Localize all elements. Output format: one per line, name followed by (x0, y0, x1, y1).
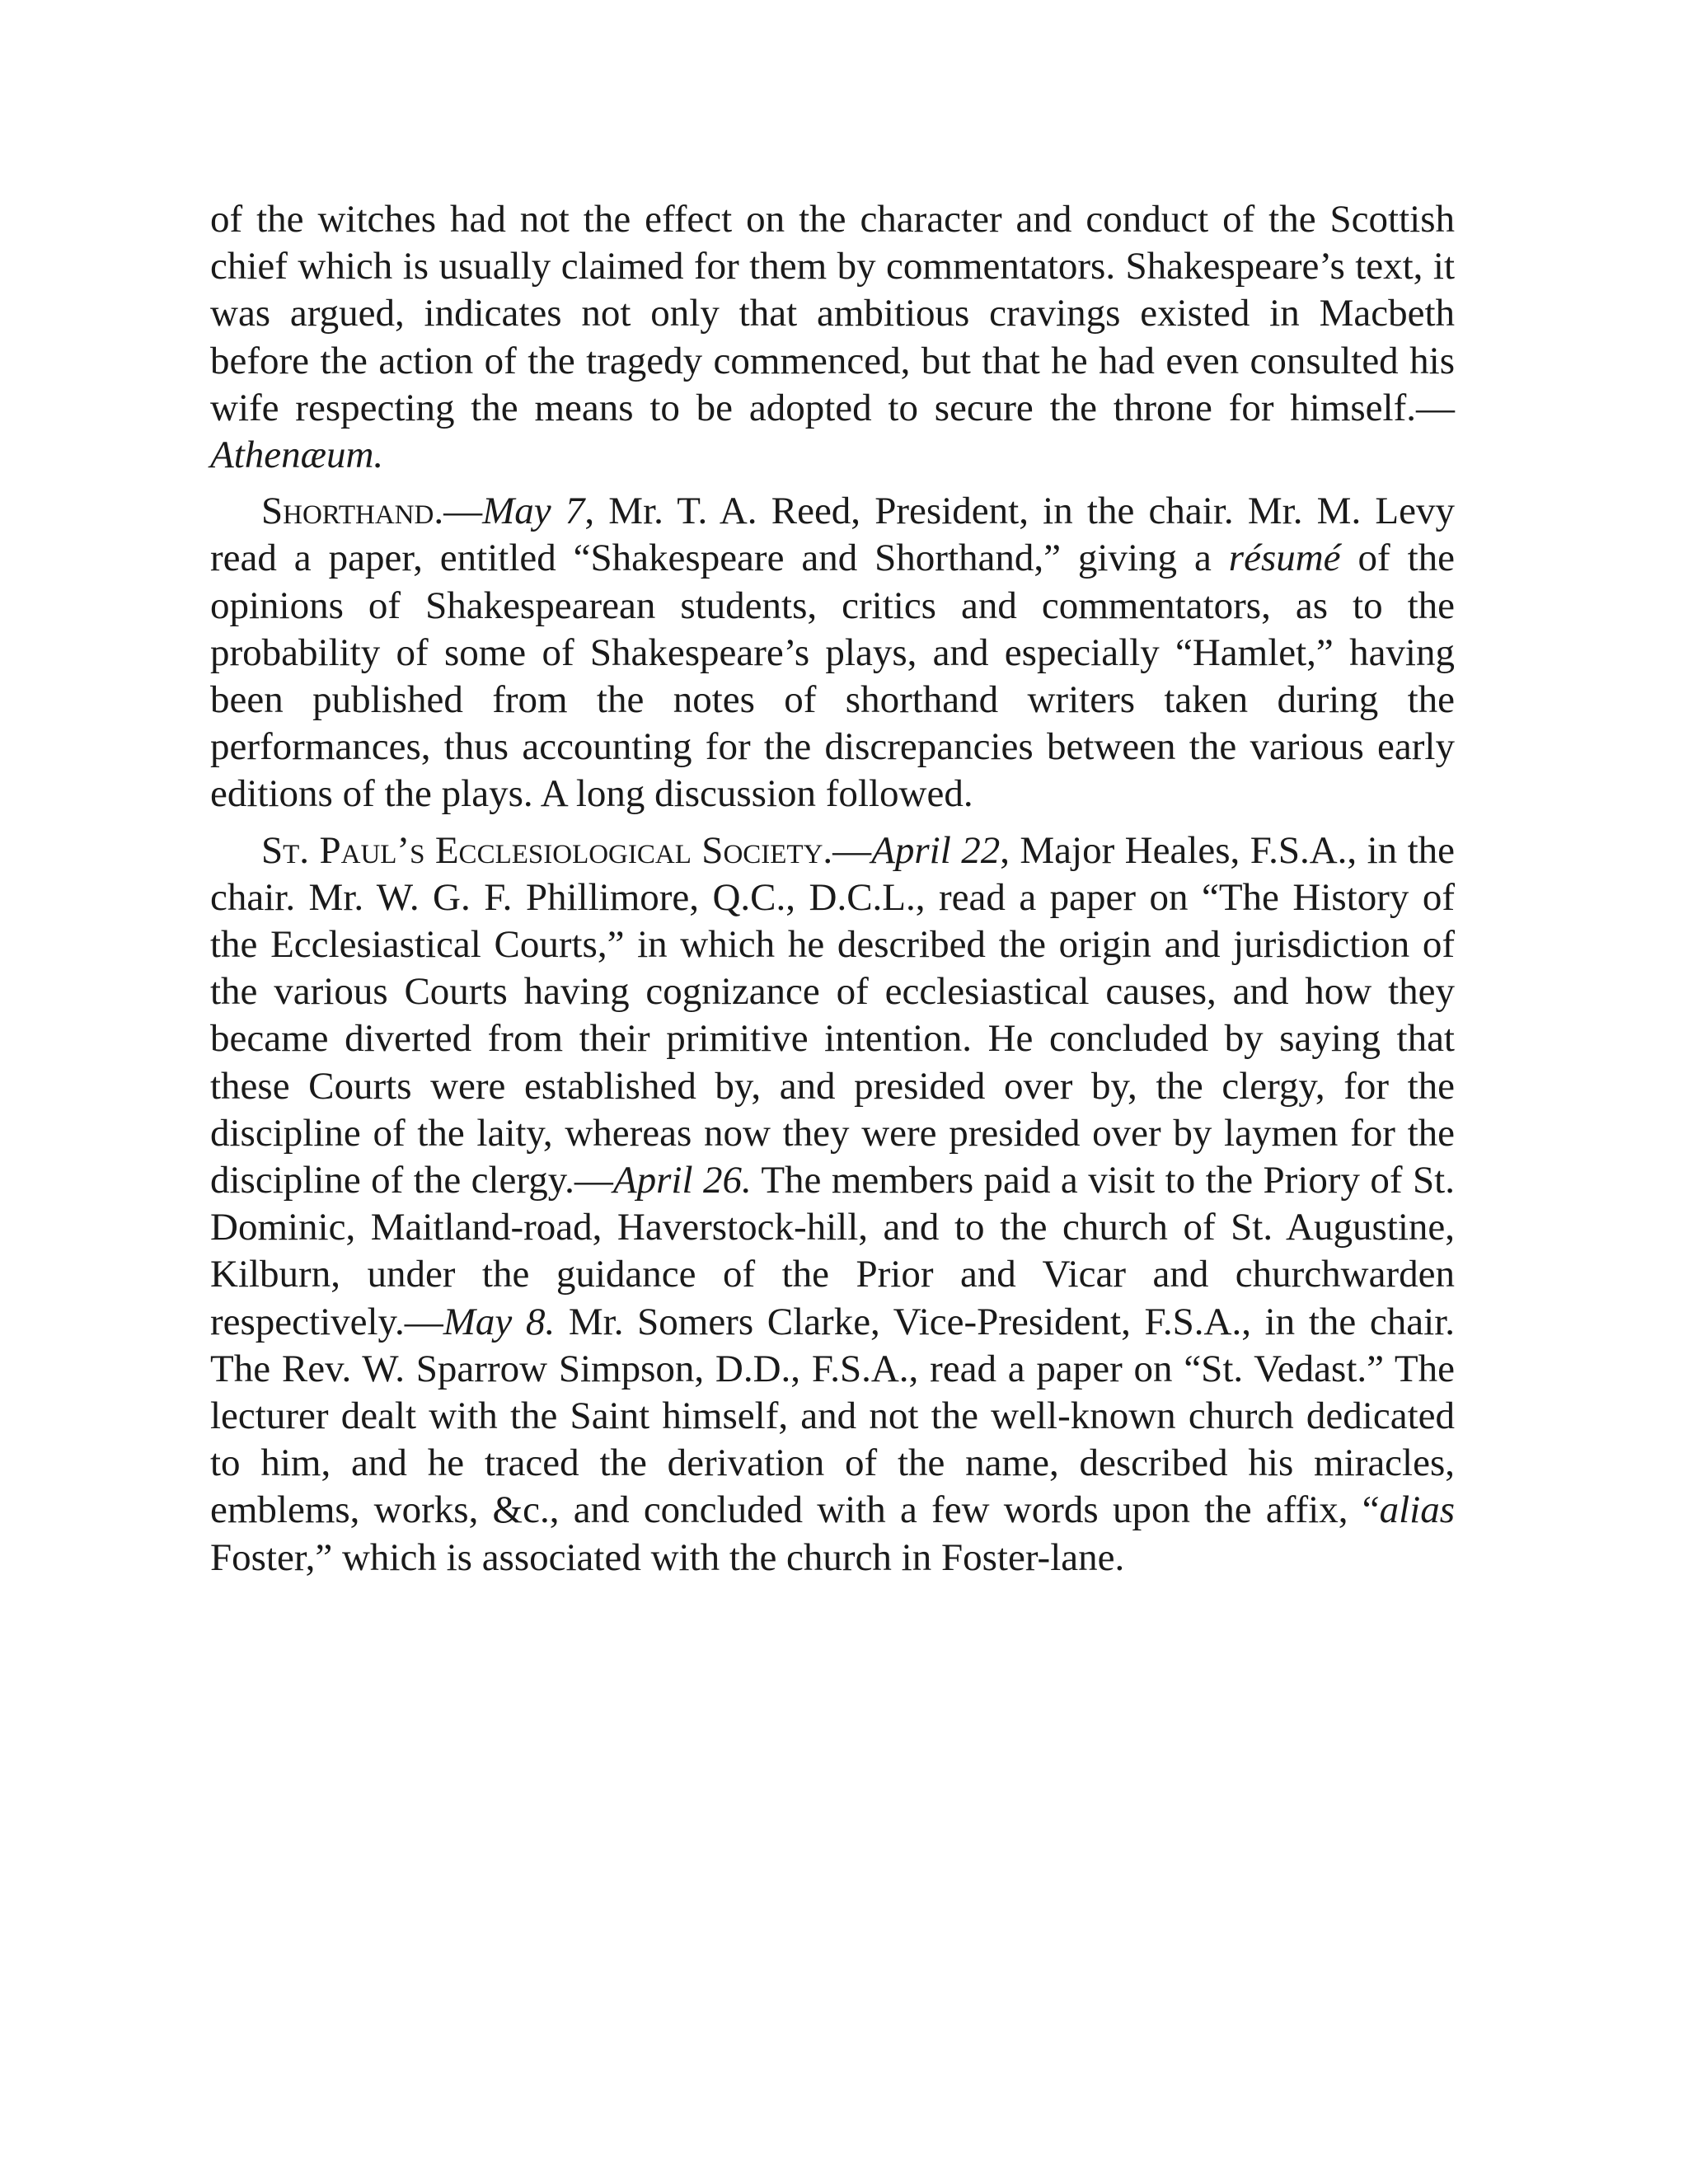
text-run: Foster,” which is associated with the church in Foster-lane. (210, 1535, 1125, 1579)
page-body (210, 196, 1455, 1591)
paragraph-shorthand (210, 488, 1455, 818)
italic-term: résumé (1228, 537, 1341, 580)
meeting-date: April 22 (871, 828, 1001, 872)
text-run: Mr. Somers Clarke, Vice-President, F.S.A., in the chair. The Rev. W. Sparrow Simpson, D.D., F.S.A., read a paper on “St. Vedast.” The lecturer dealt with the Saint himself, and not the well-known church dedicated to him, and he traced the derivation of the name, described his miracles, emblems, works, &c., and concluded with a few words upon the affix, “ (210, 1300, 1456, 1532)
section-heading-st-pauls: St. Paul’s Ecclesiological Society. (261, 828, 833, 872)
source-citation: Athenæum. (210, 434, 384, 477)
text-run: of the opinions of Shakespearean students, critics and commentators, as to the probability of some of Shakespeare’s plays, and especially “Hamlet,” having been published from the notes of shorthand writers taken during the performances, thus accounting for the discrepancies between the various early editions of the plays. A long discussion followed. (210, 537, 1455, 816)
text-run: , Major Heales, F.S.A., in the chair. Mr. W. G. F. Phillimore, Q.C., D.C.L., read a paper on “The History of the Ecclesiastical Courts,” in which he described the origin and jurisdiction of the various Courts having cognizance of ecclesiastical causes, and how they became diverted from their primitive intention. He concluded by saying that these Courts were established by, and presided over by, the clergy, for the discipline of the laity, whereas now they were presided over by laymen for the discipline of the clergy.— (210, 828, 1455, 1202)
italic-term: alias (1379, 1488, 1455, 1532)
paragraph-macbeth (210, 196, 1455, 479)
meeting-date: May 7 (482, 490, 585, 533)
text-run: of the witches had not the effect on the character and conduct of the Scottish chief which is usually claimed for them by commentators. Shakespeare’s text, it was argued, indicates not only that ambitious cravings existed in Macbeth before the action of the tragedy commenced, but that he had even consulted his wife respecting the means to be adopted to secure the throne for himself.— (210, 198, 1455, 429)
text-run: — (443, 490, 483, 533)
text-run: The members paid a visit to the Priory of St. Dominic, Maitland-road, Haverstock-hill, and to the church of St. Augustine, Kilburn, under the guidance of the Prior and Vicar and churchwarden respectively.— (210, 1159, 1455, 1343)
section-heading-shorthand: Shorthand. (261, 490, 444, 533)
text-run: , Mr. T. A. Reed, President, in the chair. Mr. M. Levy read a paper, entitled “Shakespeare and Shorthand,” giving a (210, 490, 1455, 580)
text-run: — (832, 828, 872, 872)
meeting-date: May 8. (443, 1300, 556, 1343)
paragraph-st-pauls (210, 827, 1455, 1582)
meeting-date: April 26. (612, 1159, 752, 1202)
